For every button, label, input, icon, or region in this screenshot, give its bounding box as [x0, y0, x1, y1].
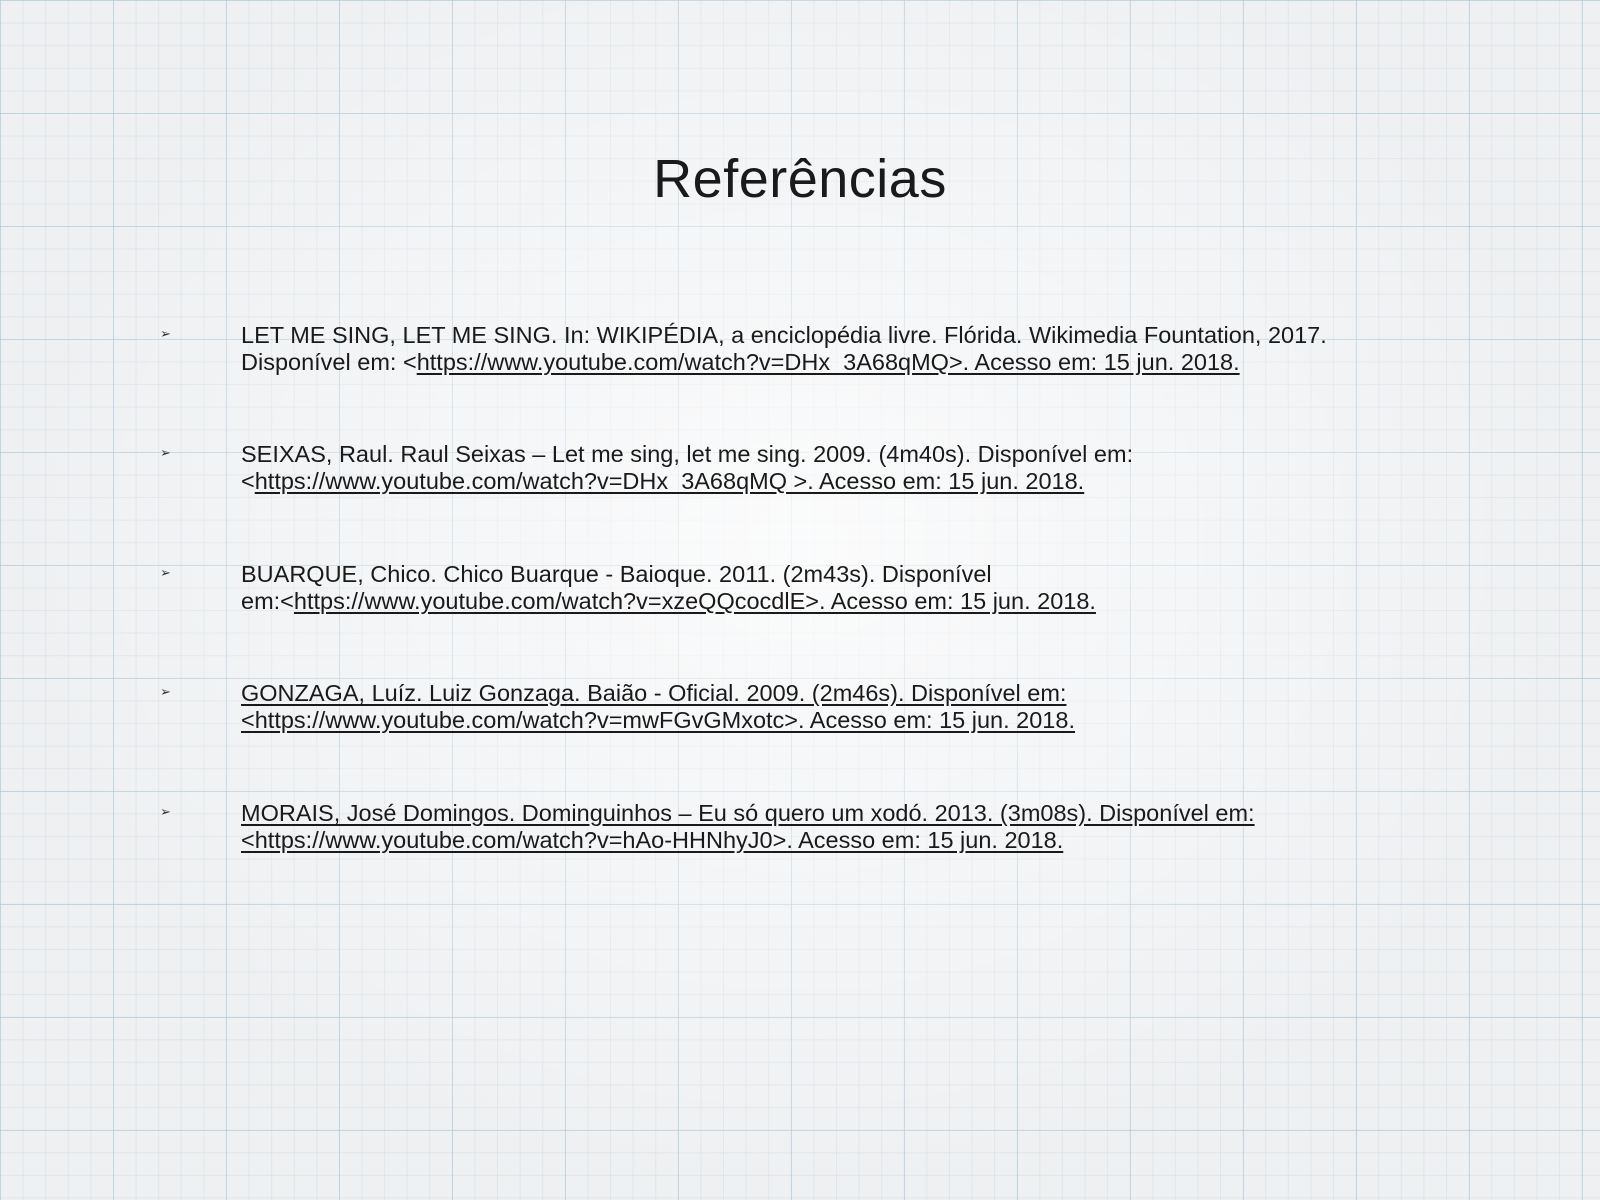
reference-line [241, 441, 1411, 468]
reference-line [241, 680, 1411, 707]
arrowhead-bullet-icon: ➢ [160, 804, 171, 819]
reference-link[interactable]: https://www.youtube.com/watch?v=DHx_3A68qMQ>. Acesso em: 15 jun. 2018. [416, 349, 1240, 375]
reference-text [241, 441, 1411, 495]
reference-link[interactable]: https://www.youtube.com/watch?v=DHx_3A68qMQ >. Acesso em: 15 jun. 2018. [254, 468, 1085, 494]
reference-plain-text: BUARQUE, Chico. Chico Buarque - Baioque. 2011. (2m43s). Disponível [241, 561, 992, 587]
reference-plain-text: SEIXAS, Raul. Raul Seixas – Let me sing, let me sing. 2009. (4m40s). Disponível em: [241, 441, 1134, 467]
reference-plain-text: Disponível em: < [241, 349, 417, 375]
reference-text [241, 800, 1411, 854]
reference-line [241, 707, 1411, 734]
reference-text [241, 680, 1411, 734]
reference-link[interactable]: https://www.youtube.com/watch?v=xzeQQcocdlE>. Acesso em: 15 jun. 2018. [293, 588, 1096, 614]
reference-plain-text: < [241, 468, 255, 494]
reference-link-text[interactable]: GONZAGA, Luíz. Luiz Gonzaga. Baião - Oficial. 2009. (2m46s). Disponível em: [241, 680, 1067, 706]
arrowhead-bullet-icon: ➢ [160, 445, 171, 460]
reference-line [241, 588, 1411, 615]
arrowhead-bullet-icon: ➢ [160, 565, 171, 580]
reference-plain-text: LET ME SING, LET ME SING. In: WIKIPÉDIA, a enciclopédia livre. Flórida. Wikimedia Fountation, 2017. [241, 322, 1327, 348]
reference-link-text[interactable]: MORAIS, José Domingos. Dominguinhos – Eu só quero um xodó. 2013. (3m08s). Disponível em: [241, 800, 1255, 826]
reference-link[interactable]: <https://www.youtube.com/watch?v=mwFGvGMxotc>. Acesso em: 15 jun. 2018. [241, 707, 1075, 733]
arrowhead-bullet-icon: ➢ [160, 326, 171, 341]
reference-line [241, 800, 1411, 827]
reference-text [241, 561, 1411, 615]
reference-line [241, 322, 1411, 349]
reference-line [241, 468, 1411, 495]
reference-text [241, 322, 1411, 376]
reference-line [241, 827, 1411, 854]
arrowhead-bullet-icon: ➢ [160, 684, 171, 699]
reference-line [241, 561, 1411, 588]
slide-title: Referências [653, 149, 947, 209]
reference-plain-text: em:< [241, 588, 294, 614]
reference-link[interactable]: <https://www.youtube.com/watch?v=hAo-HHNhyJ0>. Acesso em: 15 jun. 2018. [241, 827, 1064, 853]
reference-line [241, 349, 1411, 376]
